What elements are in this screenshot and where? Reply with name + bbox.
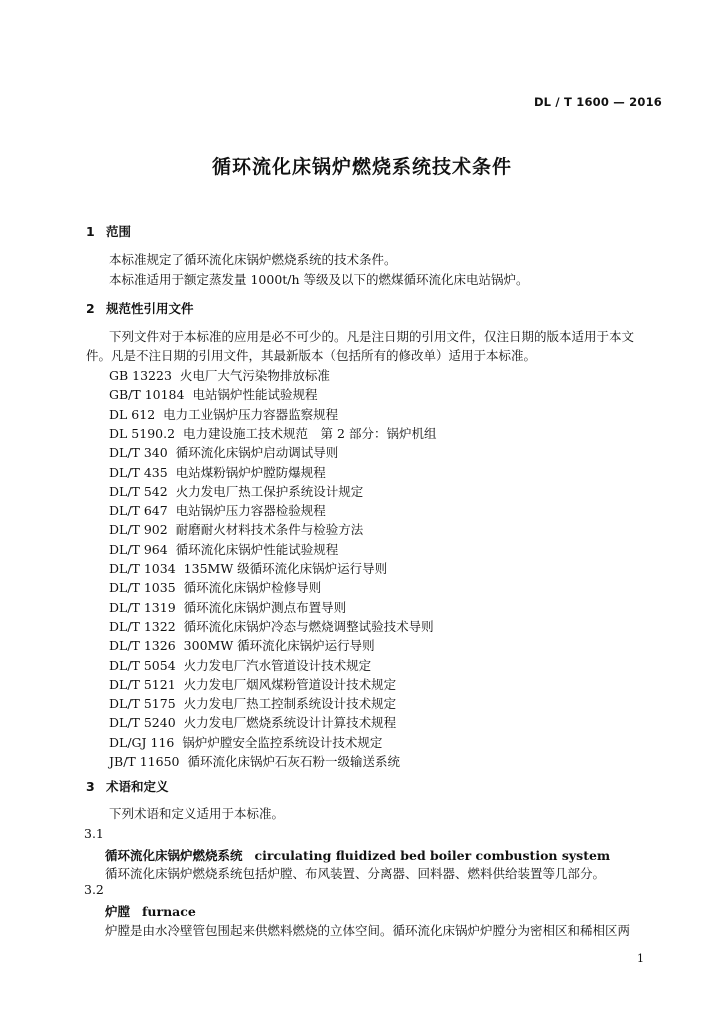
page-number: 1 [637, 952, 644, 965]
section-heading-2 [86, 299, 194, 317]
reference-code: DL/T 902 [109, 522, 168, 538]
reference-title: 300MW 循环流化床锅炉运行导则 [183, 638, 375, 654]
document-title: 循环流化床锅炉燃烧系统技术条件 [211, 156, 512, 178]
section-title: 规范性引用文件 [106, 301, 194, 316]
reference-item [109, 443, 338, 461]
reference-title: 电站锅炉压力容器检验规程 [175, 503, 326, 519]
reference-item [109, 540, 338, 558]
reference-item [109, 598, 346, 616]
paragraph: 下列术语和定义适用于本标准。 [109, 806, 285, 821]
reference-title: 耐磨耐火材料技术条件与检验方法 [175, 522, 364, 538]
term-number: 3.2 [84, 882, 104, 897]
reference-code: DL/T 542 [109, 483, 168, 499]
reference-title: 电力建设施工技术规范 第 2 部分：锅炉机组 [183, 425, 437, 441]
reference-title: 循环流化床锅炉冷态与燃烧调整试验技术导则 [183, 618, 434, 634]
reference-code: GB 13223 [109, 368, 172, 383]
reference-title: 电站煤粉锅炉炉膛防爆规程 [175, 464, 326, 480]
reference-code: DL/T 1322 [109, 618, 176, 634]
reference-item [109, 617, 434, 635]
section-number: 3 [86, 779, 95, 794]
reference-code: DL/GJ 116 [109, 734, 175, 750]
reference-code: DL/T 340 [109, 445, 168, 461]
reference-code: DL/T 1326 [109, 638, 176, 654]
term-entry [105, 846, 610, 864]
term-entry [105, 902, 196, 920]
reference-item [109, 559, 387, 577]
paragraph: 本标准适用于额定蒸发量 1000t/h 等级及以下的燃煤循环流化床电站锅炉。 [109, 272, 529, 287]
reference-title: 锅炉炉膛安全监控系统设计技术规定 [182, 734, 383, 750]
reference-code: DL/T 5240 [109, 715, 176, 731]
term-english: circulating fluidized bed boiler combustion system [254, 848, 611, 863]
reference-title: 循环流化床锅炉性能试验规程 [175, 541, 339, 557]
reference-item [109, 366, 330, 384]
reference-title: 火力发电厂烟风煤粉管道设计技术规定 [183, 676, 397, 692]
reference-title: 循环流化床锅炉检修导则 [183, 580, 322, 596]
reference-code: DL/T 647 [109, 503, 168, 519]
reference-item [109, 405, 338, 423]
reference-code: DL/T 1035 [109, 580, 176, 596]
reference-item [109, 733, 382, 751]
reference-code: DL/T 1034 [109, 561, 176, 576]
reference-item [109, 463, 326, 481]
reference-title: 循环流化床锅炉石灰石粉一级输送系统 [187, 754, 400, 769]
section-heading-3 [86, 777, 169, 795]
reference-item [109, 675, 396, 693]
term-chinese: 循环流化床锅炉燃烧系统 [105, 848, 243, 863]
reference-title: 循环流化床锅炉启动调试导则 [175, 445, 339, 461]
reference-code: JB/T 11650 [109, 754, 180, 769]
reference-item [109, 636, 375, 654]
reference-title: 火力发电厂热工控制系统设计技术规定 [183, 696, 397, 712]
section-number: 2 [86, 301, 95, 316]
reference-item [109, 482, 363, 500]
paragraph: 本标准规定了循环流化床锅炉燃烧系统的技术条件。 [109, 252, 397, 267]
paragraph: 件。凡是不注日期的引用文件，其最新版本（包括所有的修改单）适用于本标准。 [86, 348, 537, 363]
standard-code: DL / T 1600 — 2016 [533, 95, 662, 109]
term-definition: 炉膛是由水冷壁管包围起来供燃料燃烧的立体空间。循环流化床锅炉炉膛分为密相区和稀相区两 [105, 923, 631, 938]
reference-code: DL/T 5054 [109, 657, 176, 673]
reference-item [109, 752, 400, 770]
reference-title: 电站锅炉性能试验规程 [192, 387, 318, 403]
term-number: 3.1 [84, 826, 104, 841]
section-number: 1 [86, 224, 95, 239]
reference-title: 火力发电厂燃烧系统设计计算技术规程 [183, 715, 397, 731]
reference-item [109, 385, 317, 403]
reference-code: GB/T 10184 [109, 387, 185, 403]
reference-title: 火力发电厂热工保护系统设计规定 [175, 483, 364, 499]
reference-code: DL 612 [109, 406, 156, 422]
reference-item [109, 656, 371, 674]
paragraph: 下列文件对于本标准的应用是必不可少的。凡是注日期的引用文件，仅注日期的版本适用于本文 [109, 329, 635, 344]
reference-code: DL 5190.2 [109, 425, 176, 441]
section-title: 术语和定义 [106, 779, 169, 794]
reference-item [109, 501, 326, 519]
reference-code: DL/T 5121 [109, 676, 176, 692]
reference-title: 循环流化床锅炉测点布置导则 [183, 599, 347, 615]
reference-title: 135MW 级循环流化床锅炉运行导则 [183, 561, 388, 576]
term-chinese: 炉膛 [105, 904, 131, 919]
reference-title: 电力工业锅炉压力容器监察规程 [163, 406, 339, 422]
reference-code: DL/T 1319 [109, 599, 176, 615]
reference-code: DL/T 964 [109, 541, 168, 557]
reference-title: 火力发电厂汽水管道设计技术规定 [183, 657, 372, 673]
reference-item [109, 694, 396, 712]
term-definition: 循环流化床锅炉燃烧系统包括炉膛、布风装置、分离器、回料器、燃料供给装置等几部分。 [105, 866, 606, 881]
reference-code: DL/T 435 [109, 464, 168, 480]
reference-code: DL/T 5175 [109, 696, 176, 712]
reference-item [109, 520, 363, 538]
reference-title: 火电厂大气污染物排放标准 [179, 368, 330, 383]
term-english: furnace [142, 904, 196, 919]
section-title: 范围 [106, 224, 132, 239]
reference-item [109, 424, 436, 442]
reference-item [109, 578, 321, 596]
section-heading-1 [86, 222, 131, 240]
reference-item [109, 713, 396, 731]
